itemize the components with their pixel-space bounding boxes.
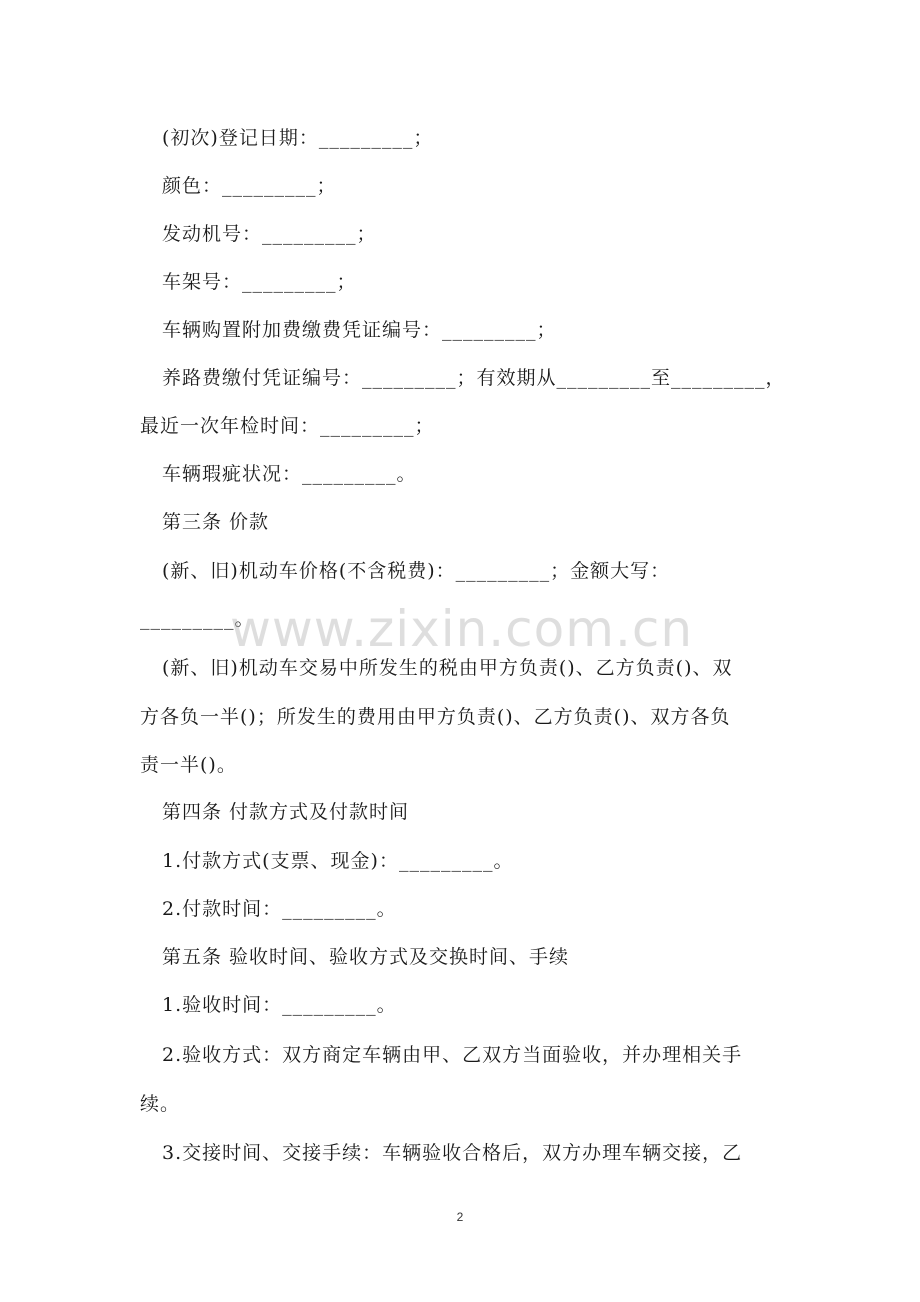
handover-line: 3.交接时间、交接手续：车辆验收合格后，双方办理车辆交接，乙 bbox=[162, 1142, 743, 1164]
registration-date-line: (初次)登记日期：_________； bbox=[162, 127, 434, 149]
article-3-heading: 第三条 价款 bbox=[162, 511, 270, 533]
tax-responsibility-line-3: 责一半()。 bbox=[140, 754, 237, 776]
inspection-method-line-1: 2.验收方式：双方商定车辆由甲、乙双方当面验收，并办理相关手 bbox=[162, 1044, 743, 1066]
price-line: (新、旧)机动车价格(不含税费)：_________；金额大写： bbox=[162, 560, 671, 582]
article-5-heading: 第五条 验收时间、验收方式及交换时间、手续 bbox=[162, 946, 570, 968]
payment-method-line: 1.付款方式(支票、现金)：_________。 bbox=[162, 850, 514, 872]
tax-responsibility-line-2: 方各负一半()；所发生的费用由甲方负责()、乙方负责()、双方各负 bbox=[140, 706, 731, 728]
payment-time-line: 2.付款时间：_________。 bbox=[162, 898, 397, 920]
page-number: 2 bbox=[456, 1210, 464, 1224]
inspection-time-line: 1.验收时间：_________。 bbox=[162, 994, 397, 1016]
article-4-heading: 第四条 付款方式及付款时间 bbox=[162, 801, 410, 823]
vehicle-defects-line: 车辆瑕疵状况：_________。 bbox=[162, 463, 417, 485]
price-amount-blank-line: _________。 bbox=[140, 608, 255, 630]
purchase-tax-certificate-line: 车辆购置附加费缴费凭证编号：_________； bbox=[162, 319, 557, 341]
color-line: 颜色：_________； bbox=[162, 175, 337, 197]
last-inspection-line: 最近一次年检时间：_________； bbox=[140, 415, 435, 437]
engine-number-line: 发动机号：_________； bbox=[162, 223, 377, 245]
watermark: www.zixin.com.cn bbox=[230, 600, 694, 658]
tax-responsibility-line-1: (新、旧)机动车交易中所发生的税由甲方负责()、乙方负责()、双 bbox=[162, 657, 733, 679]
inspection-method-line-2: 续。 bbox=[140, 1093, 181, 1115]
frame-number-line: 车架号：_________； bbox=[162, 271, 357, 293]
road-maintenance-fee-line: 养路费缴付凭证编号：_________；有效期从_________至_________， bbox=[162, 367, 786, 389]
